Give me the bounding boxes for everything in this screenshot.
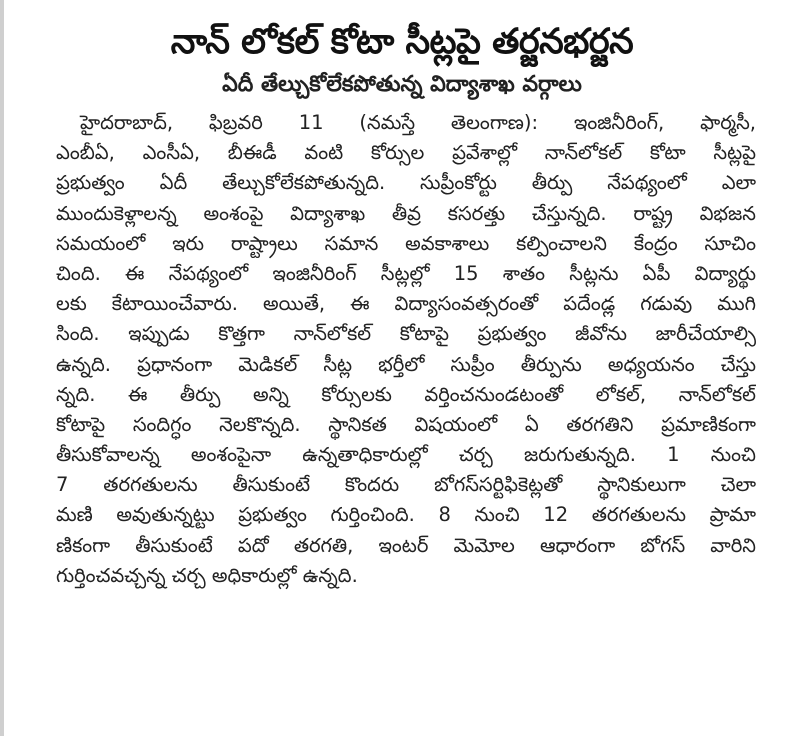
body-line: కోటాపై సందిగ్ధం నెలకొన్నది. స్థానికత విషయంలో ఏ తరగతిని ప్రమాణికంగా [56,412,756,436]
article-body [56,108,756,591]
body-line: మణి అవుతున్నట్టు ప్రభుత్వం గుర్తించింది. 8 నుంచి 12 తరగతులను ప్రామా [56,503,756,527]
body-line: న్నది. ఈ తీర్పు అన్ని కోర్సులకు వర్తించనుండటంతో లోకల్, నాన్‌లోకల్ [56,382,756,406]
headline: నాన్ లోకల్ కోటా సీట్లపై తర్జనభర్జన [170,22,634,62]
body-line: ముందుకెళ్లాలన్న అంశంపై విద్యాశాఖ తీవ్ర కసరత్తు చేస్తున్నది. రాష్ట్ర విభజన [56,201,756,225]
body-line: ణికంగా తీసుకుంటే పదో తరగతి, ఇంటర్ మెమోల ఆధారంగా బోగస్ వారిని [56,533,756,557]
subheadline: ఏదీ తేల్చుకోలేకపోతున్న విద్యాశాఖ వర్గాలు [222,72,582,97]
body-line: గుర్తించవచ్చన్న చర్చ అధికారుల్లో ఉన్నది. [56,563,358,587]
body-line: ఎంబీఏ, ఎంసీఏ, బీఈడీ వంటి కోర్సుల ప్రవేశాల్లో నాన్‌లోకల్ కోటా సీట్లపై [56,141,756,165]
body-line: ప్రభుత్వం ఏదీ తేల్చుకోలేకపోతున్నది. సుప్రీంకోర్టు తీర్పు నేపథ్యంలో ఎలా [56,171,756,195]
body-line: లకు కేటాయించేవారు. అయితే, ఈ విద్యాసంవత్సరంతో పదేండ్ల గడువు ముగి [56,292,756,316]
body-line: సింది. ఇప్పుడు కొత్తగా నాన్‌లోకల్ కోటాపై ప్రభుత్వం జీవోను జారీచేయాల్సి [56,322,756,346]
body-line: తీసుకోవాలన్న అంశంపైనా ఉన్నతాధికారుల్లో చర్చ జరుగుతున్నది. 1 నుంచి [56,443,756,467]
body-line: ఉన్నది. ప్రధానంగా మెడికల్ సీట్ల భర్తీలో సుప్రీం తీర్పును అధ్యయనం చేస్తు [56,352,756,376]
body-line: హైదరాబాద్, ఫిబ్రవరి 11 (నమస్తే తెలంగాణ): ఇంజినీరింగ్, ఫార్మసీ, [80,111,756,134]
body-line: 7 తరగతులను తీసుకుంటే కొందరు బోగస్‌సర్టిఫికెట్లతో స్థానికులుగా చెలా [56,473,756,497]
body-line: చింది. ఈ నేపథ్యంలో ఇంజినీరింగ్ సీట్లల్లో 15 శాతం సీట్లను ఏపీ విద్యార్థు [56,261,756,285]
body-line: సమయంలో ఇరు రాష్ట్రాలు సమాన అవకాశాలు కల్పించాలని కేంద్రం సూచిం [56,231,756,255]
